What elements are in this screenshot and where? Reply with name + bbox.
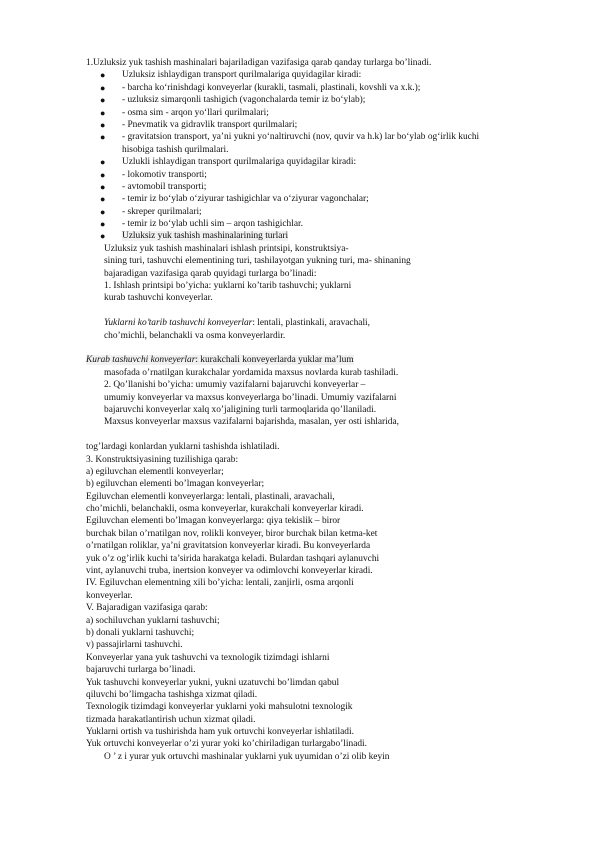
paragraph-line: o’rnatilgan roliklar, ya’ni gravitatsion konveyerlar kiradi. Bu konveyerlarda (86, 541, 371, 552)
paragraph-line: V. Bajaradigan vazifasiga qarab: (86, 603, 208, 614)
paragraph-line: umumiy konveyerlar va maxsus konveyerlarga bo’linadi. Umumiy vazifalarni (104, 392, 397, 403)
bullet-item: ● - temir iz bo‘ylab o‘ziyurar tashigichlar va o‘ziyurar vagonchalar; (100, 194, 369, 205)
paragraph-line: cho’michli, belanchakli, osma konveyerlar, kurakchali konveyerlar kiradi. (86, 504, 364, 515)
bullet-item: ● - lokomotiv transporti; (100, 169, 207, 180)
paragraph-line: 1. Ishlash printsipi bo’yicha: yuklarni ko’tarib tashuvchi; yuklarni (104, 281, 352, 292)
paragraph-line: sining turi, tashuvchi elementining turi, tashilayotgan yukning turi, ma- shinaning (104, 256, 411, 267)
bullet-icon: ● (100, 181, 106, 192)
bullet-item: ● - gravitatsion transport, ya’ni yukni yo‘naltiruvchi (nov, quvir va h.k) lar bo‘ylab og‘irlik kuchi (100, 132, 480, 143)
bullet-item: ● - skreper qurilmalari; (100, 206, 202, 217)
paragraph-line: kurab tashuvchi konveyerlar. (104, 293, 213, 304)
paragraph-line: Maxsus konveyerlar maxsus vazifalarni bajarishda, masalan, yer osti ishlarida, (104, 417, 399, 428)
bullet-icon: ● (100, 231, 106, 242)
blank-line (86, 429, 526, 441)
bullet-icon: ● (100, 107, 106, 118)
bullet-item: ● Uzluksiz ishlaydigan transport qurilmalariga quyidagilar kiradi: (100, 70, 362, 81)
paragraph-line: Konveyerlar yana yuk tashuvchi va texnologik tizimdagi ishlarni (86, 652, 330, 663)
bullet-icon: ● (100, 82, 106, 93)
bullet-item: ● - osma sim - arqon yo‘llari qurilmalari; (100, 107, 269, 118)
bullet-icon: ● (100, 194, 106, 205)
bullet-item: ● Uzlukli ishlaydigan transport qurilmalariga quyidagilar kiradi: (100, 157, 357, 168)
bullet-icon: ● (100, 157, 106, 168)
bullet-item: ● - Pnevmatik va gidravlik transport qurilmalari; (100, 119, 298, 130)
document-body (86, 57, 526, 763)
term-italic: Yuklarni ko’tarib tashuvchi konveyerlar (104, 318, 253, 329)
paragraph-line: a) egiluvchan elementli konveyerlar; (86, 466, 224, 477)
bullet-icon: ● (100, 95, 106, 106)
paragraph-line: bajaradigan vazifasiga qarab quyidagi turlarga bo’linadi: (104, 268, 317, 279)
paragraph-line: cho’michli, belanchakli va osma konveyerlardir. (104, 330, 286, 341)
paragraph-line: IV. Egiluvchan elementning xili bo’yicha: lentali, zanjirli, osma arqonli (86, 578, 354, 589)
paragraph-line: a) sochiluvchan yuklarni tashuvchi; (86, 615, 220, 626)
paragraph-line: O ’ z i yurar yuk ortuvchi mashinalar yuklarni yuk uyumidan o’zi olib keyin (104, 751, 390, 762)
bullet-icon: ● (100, 169, 106, 180)
paragraph-line: bajaruvchi konveyerlar xalq xo’jaligining turli tarmoqlarida qo’llaniladi. (104, 404, 377, 415)
paragraph-line: Yuklarni ko’tarib tashuvchi konveyerlar: lentali, plastinkali, aravachali, (104, 318, 370, 329)
paragraph-line: 2. Qo’llanishi bo’yicha: umumiy vazifalarni bajaruvchi konveyerlar – (104, 380, 366, 391)
paragraph-line: Egiluvchan elementi bo’lmagan konveyerlarga: qiya tekislik – biror (86, 516, 341, 527)
paragraph-line: burchak bilan o’rnatilgan nov, rolikli konveyer, biror burchak bilan ketma-ket (86, 528, 378, 539)
paragraph-line: bajaruvchi turlarga bo’linadi. (86, 665, 196, 676)
term-italic: Kurab tashuvchi konveyerlar (86, 355, 196, 366)
paragraph-line: 3. Konstruktsiyasining tuzilishiga qarab: (86, 454, 239, 465)
paragraph-line: masofada o’rnatilgan kurakchalar yordamida maxsus novlarda kurab tashiladi. (104, 367, 399, 378)
paragraph-line: v) passajirlarni tashuvchi. (86, 640, 183, 651)
bullet-item: ● - uzluksiz simarqonli tashigich (vagonchalarda temir iz bo‘ylab); (100, 95, 366, 106)
bullet-item: ● - temir iz bo‘ylab uchli sim – arqon tashigichlar. (100, 219, 303, 230)
blank-line (86, 305, 526, 317)
paragraph-line: Texnologik tizimdagi konveyerlar yuklarni yoki mahsulotni texnologik (86, 702, 353, 713)
bullet-icon: ● (100, 70, 106, 81)
paragraph-line: Uzluksiz yuk tashish mashinalari ishlash printsipi, konstruktsiya- (104, 243, 349, 254)
paragraph-line: b) egiluvchan elementi bo’lmagan konveyerlar; (86, 479, 265, 490)
bullet-item (86, 230, 526, 242)
bullet-icon: ● (100, 132, 106, 143)
bullet-item: ● - barcha ko‘rinishdagi konveyerlar (kurakli, tasmali, plastinali, kovshli va x.k.); (100, 82, 421, 93)
paragraph-line: tizmada harakatlantirish uchun xizmat qiladi. (86, 714, 256, 725)
bullet-continuation: hisobiga tashish qurilmalari. (122, 144, 229, 155)
paragraph-line: Yuklarni ortish va tushirishda ham yuk ortuvchi konveyerlar ishlatiladi. (86, 727, 354, 738)
paragraph-line: vint, aylanuvchi truba, inertsion konveyer va odimlovchi konveyerlar kiradi. (86, 566, 373, 577)
paragraph-line: Yuk ortuvchi konveyerlar o’zi yurar yoki ko’chiriladigan turlargabo’linadi. (86, 739, 367, 750)
page-title: 1.Uzluksiz yuk tashish mashinalari bajariladigan vazifasiga qarab qanday turlarga bo’linadi. (86, 58, 432, 68)
blank-line (86, 342, 526, 354)
bullet-item: ● - avtomobil transporti; (100, 181, 207, 192)
bullet-icon: ● (100, 219, 106, 230)
paragraph-line: yuk o’z og’irlik kuchi ta’sirida harakatga keladi. Bulardan tashqari aylanuvchi (86, 553, 380, 564)
section-heading: Uzluksiz yuk tashish mashinalarining turlari (122, 231, 289, 242)
paragraph-line: tog’lardagi konlardan yuklarni tashishda ishlatiladi. (86, 442, 280, 453)
paragraph-line: Kurab tashuvchi konveyerlar: kurakchali konveyerlarda yuklar ma’lum (86, 355, 354, 366)
paragraph-line: konveyerlar. (86, 590, 133, 601)
paragraph-line: Yuk tashuvchi konveyerlar yukni, yukni uzatuvchi bo’limdan qabul (86, 677, 340, 688)
bullet-icon: ● (100, 206, 106, 217)
bullet-icon: ● (100, 119, 106, 130)
paragraph-line: qiluvchi bo’limgacha tashishga xizmat qiladi. (86, 689, 258, 700)
paragraph-line: b) donali yuklarni tashuvchi; (86, 627, 195, 638)
paragraph-line: Egiluvchan elementli konveyerlarga: lentali, plastinali, aravachali, (86, 491, 335, 502)
